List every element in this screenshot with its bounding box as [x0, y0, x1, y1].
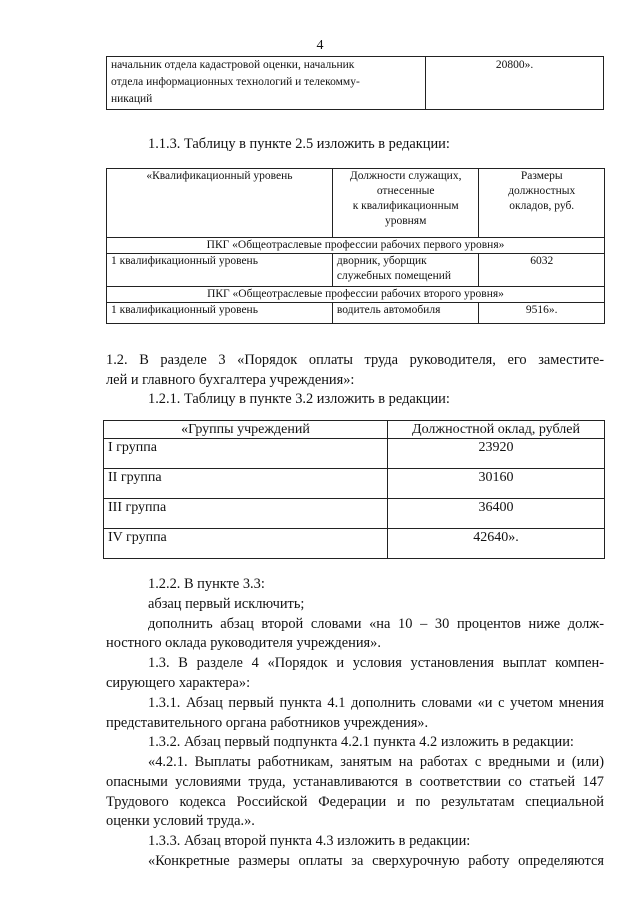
header-line: к квалификационным [352, 200, 459, 212]
table-row [104, 469, 605, 499]
cell-salary: 23920 [388, 439, 605, 469]
cell-group: II группа [104, 469, 388, 499]
paragraph-1-2-2-line1: 1.2.2. В пункте 3.3: [148, 576, 265, 592]
cell-positions: водитель автомобиля [332, 303, 479, 324]
positions-continuation-table [106, 56, 604, 110]
paragraph-1-2-2-line3: дополнить абзац второй словами «на 10 – 30 процентов ниже долж- [148, 616, 604, 632]
header-line: уровням [384, 215, 427, 227]
table-cell-positions [107, 57, 426, 110]
paragraph-4-2-1-line1: «4.2.1. Выплаты работникам, занятым на работах с вредными и (или) [148, 754, 604, 770]
cell-line: никаций [111, 93, 153, 105]
paragraph-1-2-2-line2: абзац первый исключить; [148, 596, 305, 612]
cell-line: начальник отдела кадастровой оценки, начальник [111, 59, 355, 71]
paragraph-4-2-1-line4: оценки условий труда.». [106, 813, 255, 829]
header-salary [479, 169, 605, 238]
table-cell-value: 20800». [426, 57, 604, 110]
table-header-row [104, 421, 605, 439]
header-line: окладов, руб. [509, 200, 575, 212]
header-positions [332, 169, 479, 238]
group-title: ПКГ «Общеотраслевые профессии рабочих второго уровня» [107, 287, 605, 303]
table-row [107, 254, 605, 287]
paragraph-4-2-1-line3: Трудового кодекса Российской Федерации и по результатам специальной [106, 794, 604, 810]
paragraph-1-3-line2: сирующего характера»: [106, 675, 251, 691]
cell-line: отдела информационных технологий и телекомму- [111, 76, 360, 88]
table-row [104, 499, 605, 529]
paragraph-1-3-line1: 1.3. В разделе 4 «Порядок и условия установления выплат компен- [148, 655, 604, 671]
cell-salary: 36400 [388, 499, 605, 529]
paragraph-1-2-line1: 1.2. В разделе 3 «Порядок оплаты труда руководителя, его заместите- [106, 352, 604, 368]
header-groups: «Группы учреждений [104, 421, 388, 439]
cell-salary: 9516». [479, 303, 605, 324]
cell-salary: 30160 [388, 469, 605, 499]
cell-group: III группа [104, 499, 388, 529]
header-qualification-level: «Квалификационный уровень [107, 169, 333, 238]
page-number: 4 [316, 38, 324, 53]
paragraph-last: «Конкретные размеры оплаты за сверхурочную работу определяются [148, 853, 604, 869]
cell-line: служебных помещений [336, 270, 452, 282]
header-salary: Должностной оклад, рублей [388, 421, 605, 439]
cell-group: IV группа [104, 529, 388, 559]
group-title: ПКГ «Общеотраслевые профессии рабочих первого уровня» [107, 238, 605, 254]
institution-groups-table [103, 420, 605, 559]
paragraph-1-3-1-line1: 1.3.1. Абзац первый пункта 4.1 дополнить словами «и с учетом мнения [148, 695, 604, 711]
cell-salary: 6032 [479, 254, 605, 287]
cell-level: 1 квалификационный уровень [107, 254, 333, 287]
cell-level: 1 квалификационный уровень [107, 303, 333, 324]
header-line: Размеры [520, 170, 563, 182]
paragraph-1-2-1: 1.2.1. Таблицу в пункте 3.2 изложить в редакции: [148, 391, 450, 407]
group-title-row [107, 287, 605, 303]
table-header-row [107, 169, 605, 238]
paragraph-1-3-2: 1.3.2. Абзац первый подпункта 4.2.1 пункта 4.2 изложить в редакции: [148, 734, 574, 750]
paragraph-1-3-1-line2: представительного органа работников учреждения». [106, 715, 429, 731]
qualification-levels-table [106, 168, 605, 324]
header-line: должностных [508, 185, 576, 197]
cell-group: I группа [104, 439, 388, 469]
table-row [107, 303, 605, 324]
paragraph-1-2-2-line4: ностного оклада руководителя учреждения». [106, 635, 381, 651]
paragraph-4-2-1-line2: опасными условиями труда, устанавливаются в соответствии со статьей 147 [106, 774, 604, 790]
cell-salary: 42640». [388, 529, 605, 559]
table-row [104, 529, 605, 559]
cell-line: дворник, уборщик [336, 255, 427, 267]
group-title-row [107, 238, 605, 254]
header-line: Должности служащих, [349, 170, 462, 182]
table-row [107, 57, 604, 110]
paragraph-1-3-3: 1.3.3. Абзац второй пункта 4.3 изложить в редакции: [148, 833, 471, 849]
paragraph-1-1-3: 1.1.3. Таблицу в пункте 2.5 изложить в редакции: [148, 136, 450, 152]
table-row [104, 439, 605, 469]
cell-positions [332, 254, 479, 287]
paragraph-1-2-line2: лей и главного бухгалтера учреждения»: [106, 372, 355, 388]
header-line: отнесенные [376, 185, 435, 197]
